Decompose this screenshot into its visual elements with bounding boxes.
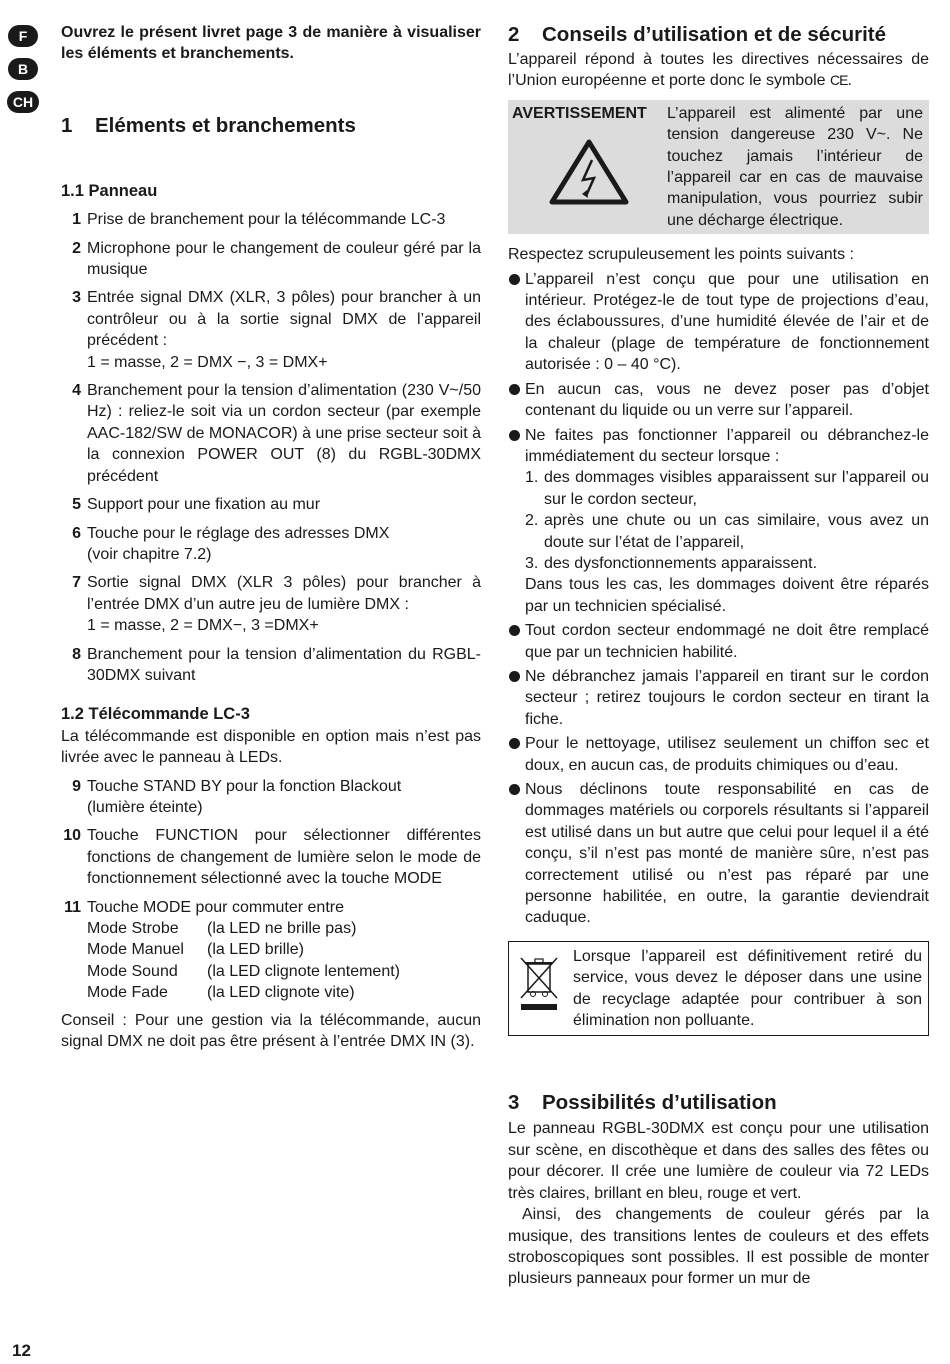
language-badge-ch: CH — [7, 91, 39, 113]
item-number: 5 — [72, 496, 81, 514]
language-badge-b: B — [8, 58, 38, 80]
item-text: (voir chapitre 7.2) — [87, 545, 212, 563]
mode-name: Mode Fade — [87, 984, 168, 1002]
weee-text: Lorsque l’appareil est définitivement retiré du service, vous devez le déposer dans une usine de recyclage adaptée pour contribuer à son élimination non polluante. — [573, 947, 922, 1030]
item-text: Microphone pour le changement de couleur géré par la musique — [87, 239, 481, 279]
warning-text: L’appareil est alimenté par une tension dangereuse 230 V~. Ne touchez jamais l’intérieur de l’appareil car en cas de mauvaise manipulation, vous pourriez subir une décharge électrique. — [667, 104, 923, 229]
mode-name: Mode Strobe — [87, 920, 179, 937]
page-number: 12 — [12, 1341, 31, 1360]
item-text: Touche STAND BY pour la fonction Blackout — [87, 777, 402, 795]
conditions-note: Dans tous les cas, les dommages doivent être réparés par un technicien spécialisé. — [525, 576, 929, 615]
conditions-list — [508, 467, 929, 574]
bullet-item: L’appareil n’est conçu que pour une utilisation en intérieur. Protégez-le de tout type de projections d’eau, des éclaboussures, d’une humidité élevée de l’air et de la chaleur (plage de température de fonctionnement autorisée : 0 – 40 °C). — [508, 269, 929, 376]
mode-list — [61, 918, 481, 1004]
mode-name: Mode Manuel — [87, 941, 184, 959]
condition-number: 3. — [525, 554, 539, 572]
bullet-item: Nous déclinons toute responsabilité en cas de dommages matériels ou corporels résultants si l’appareil est utilisé dans un but autre que celui pour lequel il a été conçu, s’il n’est pas monté de manière sûre, n’est pas correctement utilisé ou n’est pas réparé par une personne habilitée, en outre, la garantie deviendrait caduque. — [508, 779, 929, 929]
item-number: 7 — [72, 574, 81, 592]
mode-description: (la LED clignote lentement) — [207, 962, 400, 980]
condition-number: 2. — [525, 512, 539, 530]
condition-text: des dommages visibles apparaissent sur l’appareil ou sur le cordon secteur, — [544, 469, 929, 508]
section-3-heading: 3 Possibilités d’utilisation — [508, 1091, 777, 1115]
list-item — [61, 572, 481, 636]
list-item — [61, 897, 481, 918]
section-2-intro: L’appareil répond à toutes les directives nécessaires de l’Union européenne et porte donc le symbole CE. — [508, 51, 929, 90]
item-number: 10 — [63, 827, 81, 845]
subsection-1-1-heading: 1.1 Panneau — [61, 181, 158, 200]
list-item — [61, 644, 481, 687]
safety-bullets-2 — [508, 620, 929, 929]
list-item — [61, 380, 481, 487]
item-number: 1 — [72, 211, 81, 229]
tip-text: Conseil : Pour une gestion via la télécommande, aucun signal DMX ne doit pas être présent à l’entrée DMX IN (3). — [61, 1011, 481, 1051]
section-3-paragraph-1: Le panneau RGBL-30DMX est conçu pour une utilisation sur scène, en discothèque et dans des salles des fêtes ou pour décorer. Il crée une lumière de couleur via 72 LEDs très claires, brillant en bleu, rouge et vert. — [508, 1120, 929, 1202]
bullet-item: Pour le nettoyage, utilisez seulement un chiffon sec et doux, en aucun cas, de produits chimiques ou d’eau. — [508, 733, 929, 776]
section-2-heading: 2 Conseils d’utilisation et de sécurité — [508, 23, 887, 46]
item-text: Sortie signal DMX (XLR 3 pôles) pour brancher à l’entrée DMX d’un autre jeu de lumière DMX : — [87, 574, 481, 613]
item-text: Touche pour le réglage des adresses DMX — [87, 524, 390, 542]
item-text: Branchement pour la tension d’alimentation (230 V~/50 Hz) : reliez-le soit via un cordon secteur (par exemple AAC-182/SW de MONACOR) à une prise secteur soit à la connexion POWER OUT (8) du RGBL-30DMX précédent — [87, 382, 481, 485]
item-text: 1 = masse, 2 = DMX−, 3 =DMX+ — [87, 617, 319, 635]
item-text: (lumière éteinte) — [87, 798, 203, 816]
list-item — [61, 287, 481, 373]
list-item — [61, 825, 481, 889]
condition-number: 1. — [525, 469, 539, 487]
ce-mark: CE — [830, 72, 848, 89]
item-text: Touche FUNCTION pour sélectionner différentes fonctions de changement de lumière selon le mode de fonctionnement sélectionné avec la touche MODE — [87, 827, 481, 888]
list-item — [61, 494, 481, 515]
language-badge-f: F — [8, 25, 38, 47]
item-text: 1 = masse, 2 = DMX −, 3 = DMX+ — [87, 353, 328, 371]
warning-label: AVERTISSEMENT — [512, 104, 647, 122]
item-text: Entrée signal DMX (XLR, 3 pôles) pour brancher à un contrôleur ou à la sortie signal DMX de l’appareil précédent : — [87, 289, 481, 350]
item-text: Prise de branchement pour la télécommande LC-3 — [87, 211, 446, 229]
item-text: Support pour une fixation au mur — [87, 496, 321, 514]
high-voltage-warning-icon — [548, 138, 667, 212]
bullet-item: Ne débranchez jamais l’appareil en tirant sur le cordon secteur ; retirez toujours le cordon secteur en tirant la fiche. — [508, 666, 929, 730]
item-number: 4 — [72, 382, 81, 400]
bullet-item: Ne faites pas fonctionner l’appareil ou débranchez-le immédiatement du secteur lorsque : — [508, 425, 929, 468]
remote-intro: La télécommande est disponible en option mais n’est pas livrée avec le panneau à LEDs. — [61, 727, 481, 767]
crossed-bin-icon — [517, 954, 573, 1032]
list-item — [61, 523, 481, 566]
weee-box — [508, 941, 929, 1037]
mode-name: Mode Sound — [87, 962, 178, 980]
item-number: 3 — [72, 289, 81, 307]
item-number: 6 — [72, 524, 81, 542]
list-item — [61, 209, 481, 230]
warning-box — [508, 100, 929, 234]
item-number: 9 — [72, 777, 81, 795]
right-column — [508, 22, 929, 1290]
item-number: 8 — [72, 645, 81, 663]
condition-text: des dysfonctionnements apparaissent. — [544, 554, 818, 572]
mode-description: (la LED brille) — [207, 941, 304, 959]
respect-text: Respectez scrupuleusement les points suivants : — [508, 246, 854, 264]
left-column — [61, 22, 481, 1052]
item-number: 2 — [72, 239, 81, 257]
condition-text: après une chute ou un cas similaire, vous avez un doute sur l’état de l’appareil, — [544, 512, 929, 551]
item-text: Branchement pour la tension d’alimentation du RGBL-30DMX suivant — [87, 645, 481, 684]
item-number: 11 — [64, 898, 81, 916]
section-3-paragraph-2: Ainsi, des changements de couleur gérés par la musique, des transitions lentes de couleurs et des effets stroboscopiques sont possibles. Il est possible de monter plusieurs panneaux pour former un mur de — [508, 1206, 929, 1288]
intro-text: Ouvrez le présent livret page 3 de manière à visualiser les éléments et branchements. — [61, 24, 481, 63]
mode-description: (la LED ne brille pas) — [207, 920, 357, 937]
list-item — [61, 238, 481, 281]
panel-items-list — [61, 209, 481, 686]
condition-item — [508, 510, 929, 553]
section-1-heading: 1 Eléments et branchements — [61, 113, 356, 137]
list-item — [61, 776, 481, 819]
remote-items-list — [61, 776, 481, 918]
condition-item — [508, 553, 929, 574]
condition-item — [508, 467, 929, 510]
mode-description: (la LED clignote vite) — [207, 984, 355, 1002]
item-text: Touche MODE pour commuter entre — [87, 898, 344, 916]
bullet-item: En aucun cas, vous ne devez poser pas d’objet contenant du liquide ou un verre sur l’appareil. — [508, 379, 929, 422]
subsection-1-2-heading: 1.2 Télécommande LC-3 — [61, 705, 250, 724]
bullet-item: Tout cordon secteur endommagé ne doit être remplacé que par un technicien habilité. — [508, 620, 929, 663]
safety-bullets — [508, 269, 929, 468]
